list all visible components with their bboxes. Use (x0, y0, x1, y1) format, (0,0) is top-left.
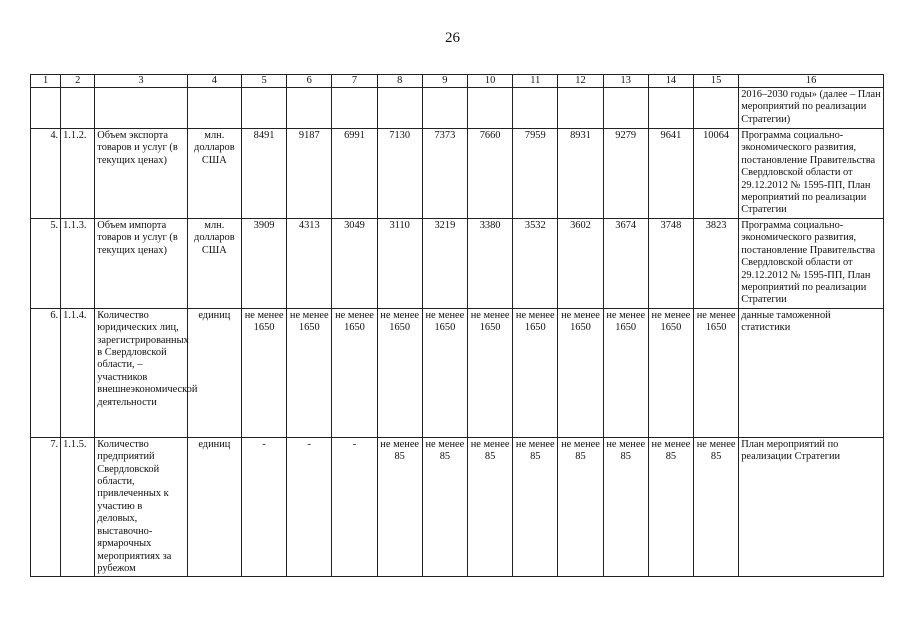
value-cell: 6991 (332, 129, 377, 219)
value-cell: 9187 (287, 129, 332, 219)
table-row (31, 437, 884, 576)
source-cell: План мероприятий по реализации Стратегии (739, 437, 884, 576)
table-row (31, 308, 884, 437)
value-cell: 8931 (558, 129, 603, 219)
indicator-code: 1.1.5. (61, 437, 95, 576)
table-cell (61, 88, 95, 129)
page-number: 26 (445, 30, 460, 46)
value-cell: 3823 (694, 219, 739, 309)
table-cell (241, 88, 286, 129)
value-cell: не менее 85 (377, 437, 422, 576)
value-cell: 7959 (513, 129, 558, 219)
source-cell: Программа социально-экономического развития, постановление Правительства Свердловской области от 29.12.2012 № 1595-ПП, План мероприятий по реализации Стратегии (739, 129, 884, 219)
value-cell: не менее 85 (603, 437, 648, 576)
indicators-table (30, 74, 884, 577)
table-cell (694, 88, 739, 129)
header-row (31, 75, 884, 88)
column-header: 6 (287, 75, 332, 88)
column-header: 14 (648, 75, 693, 88)
table-cell (467, 88, 512, 129)
value-cell: не менее 85 (648, 437, 693, 576)
table-cell (648, 88, 693, 129)
column-header: 15 (694, 75, 739, 88)
unit: единиц (187, 437, 241, 576)
column-header: 16 (739, 75, 884, 88)
unit: единиц (187, 308, 241, 437)
indicator-code: 1.1.4. (61, 308, 95, 437)
value-cell: 9641 (648, 129, 693, 219)
source-cell: данные таможенной статистики (739, 308, 884, 437)
unit: млн. долларов США (187, 219, 241, 309)
value-cell: 3380 (467, 219, 512, 309)
table-cell (422, 88, 467, 129)
column-header: 3 (95, 75, 187, 88)
indicator-name: Объем экспорта товаров и услуг (в текущих ценах) (95, 129, 187, 219)
value-cell: 3602 (558, 219, 603, 309)
value-cell: не менее 1650 (377, 308, 422, 437)
row-number: 6. (31, 308, 61, 437)
value-cell: не менее 1650 (241, 308, 286, 437)
value-cell: не менее 1650 (558, 308, 603, 437)
value-cell: не менее 1650 (332, 308, 377, 437)
table-cell (31, 88, 61, 129)
table-cell (377, 88, 422, 129)
value-cell: 3110 (377, 219, 422, 309)
value-cell: не менее 85 (558, 437, 603, 576)
value-cell: не менее 85 (467, 437, 512, 576)
value-cell: не менее 85 (694, 437, 739, 576)
continuation-note: 2016–2030 годы» (далее – План мероприятий по реализации Стратегии) (739, 88, 884, 129)
value-cell: не менее 1650 (287, 308, 332, 437)
column-header: 4 (187, 75, 241, 88)
indicator-name: Объем импорта товаров и услуг (в текущих ценах) (95, 219, 187, 309)
indicator-code: 1.1.2. (61, 129, 95, 219)
column-header: 11 (513, 75, 558, 88)
value-cell: не менее 1650 (603, 308, 648, 437)
value-cell: 3909 (241, 219, 286, 309)
value-cell: не менее 1650 (513, 308, 558, 437)
table-cell (558, 88, 603, 129)
column-header: 1 (31, 75, 61, 88)
value-cell: не менее 1650 (648, 308, 693, 437)
value-cell: 8491 (241, 129, 286, 219)
value-cell: не менее 1650 (694, 308, 739, 437)
column-header: 10 (467, 75, 512, 88)
value-cell: - (332, 437, 377, 576)
unit: млн. долларов США (187, 129, 241, 219)
value-cell: 9279 (603, 129, 648, 219)
table-cell (287, 88, 332, 129)
column-header: 8 (377, 75, 422, 88)
value-cell: не менее 85 (422, 437, 467, 576)
value-cell: 3532 (513, 219, 558, 309)
table-cell (603, 88, 648, 129)
column-header: 13 (603, 75, 648, 88)
value-cell: 7660 (467, 129, 512, 219)
value-cell: - (241, 437, 286, 576)
indicator-code: 1.1.3. (61, 219, 95, 309)
indicator-name: Количество предприятий Свердловской области, привлеченных к участию в деловых, выставочно-ярмарочных мероприятиях за рубежом (95, 437, 187, 576)
value-cell: не менее 85 (513, 437, 558, 576)
value-cell: не менее 1650 (422, 308, 467, 437)
value-cell: 10064 (694, 129, 739, 219)
table-row (31, 88, 884, 129)
table-row (31, 219, 884, 309)
value-cell: 4313 (287, 219, 332, 309)
value-cell: 3748 (648, 219, 693, 309)
source-cell: Программа социально-экономического развития, постановление Правительства Свердловской области от 29.12.2012 № 1595-ПП, План мероприятий по реализации Стратегии (739, 219, 884, 309)
table-cell (513, 88, 558, 129)
value-cell: не менее 1650 (467, 308, 512, 437)
value-cell: 7130 (377, 129, 422, 219)
column-header: 9 (422, 75, 467, 88)
column-header: 7 (332, 75, 377, 88)
column-header: 5 (241, 75, 286, 88)
row-number: 4. (31, 129, 61, 219)
value-cell: - (287, 437, 332, 576)
column-header: 12 (558, 75, 603, 88)
value-cell: 3219 (422, 219, 467, 309)
row-number: 7. (31, 437, 61, 576)
value-cell: 3674 (603, 219, 648, 309)
table-cell (187, 88, 241, 129)
table-cell (95, 88, 187, 129)
value-cell: 7373 (422, 129, 467, 219)
value-cell: 3049 (332, 219, 377, 309)
table-cell (332, 88, 377, 129)
row-number: 5. (31, 219, 61, 309)
table-row (31, 129, 884, 219)
column-header: 2 (61, 75, 95, 88)
indicator-name: Количество юридических лиц, зарегистрированных в Свердловской области, – участников внешнеэкономической деятельности (95, 308, 187, 437)
